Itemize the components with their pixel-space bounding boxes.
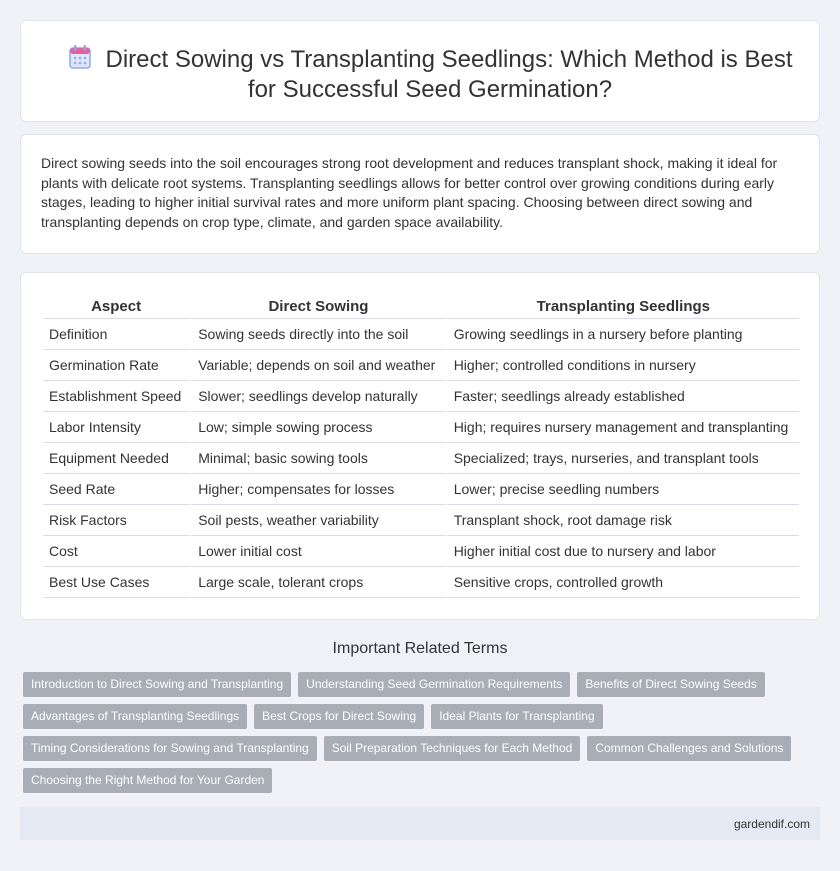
page-title	[61, 44, 799, 105]
table-cell-transplanting-seedlings: Growing seedlings in a nursery before planting	[445, 319, 799, 350]
table-cell-transplanting-seedlings: Higher; controlled conditions in nursery	[445, 350, 799, 381]
table-row	[43, 412, 799, 443]
footer-domain[interactable]: gardendif.com	[733, 817, 810, 831]
related-term-tag[interactable]: Best Crops for Direct Sowing	[254, 704, 424, 729]
page-title-text: Direct Sowing vs Transplanting Seedlings: Which Method is Best for Successful Seed Germination?	[105, 46, 793, 103]
calendar-icon	[68, 44, 92, 70]
table-cell-direct-sowing: Higher; compensates for losses	[189, 474, 444, 505]
table-row	[43, 536, 799, 567]
table-cell-aspect: Cost	[43, 536, 189, 567]
table-row	[43, 567, 799, 598]
table-cell-aspect: Best Use Cases	[43, 567, 189, 598]
table-cell-transplanting-seedlings: Sensitive crops, controlled growth	[445, 567, 799, 598]
table-cell-direct-sowing: Low; simple sowing process	[189, 412, 444, 443]
table-cell-aspect: Labor Intensity	[43, 412, 189, 443]
related-term-tag[interactable]: Ideal Plants for Transplanting	[431, 704, 602, 729]
related-term-tag[interactable]: Introduction to Direct Sowing and Transplanting	[23, 672, 291, 697]
table-cell-aspect: Germination Rate	[43, 350, 189, 381]
table-cell-direct-sowing: Slower; seedlings develop naturally	[189, 381, 444, 412]
table-cell-direct-sowing: Minimal; basic sowing tools	[189, 443, 444, 474]
table-row	[43, 443, 799, 474]
related-term-tag[interactable]: Advantages of Transplanting Seedlings	[23, 704, 247, 729]
table-cell-direct-sowing: Variable; depends on soil and weather	[189, 350, 444, 381]
column-header-aspect: Aspect	[43, 295, 189, 319]
related-term-tag[interactable]: Common Challenges and Solutions	[587, 736, 791, 761]
table-cell-aspect: Seed Rate	[43, 474, 189, 505]
header-card	[20, 20, 820, 122]
table-row	[43, 381, 799, 412]
intro-paragraph: Direct sowing seeds into the soil encourages strong root development and reduces transplant shock, making it ideal for plants with delicate root systems. Transplanting seedlings allows for better control over growing conditions during early stages, leading to higher initial survival rates and more uniform plant spacing. Choosing between direct sowing and transplanting depends on crop type, climate, and garden space availability.	[41, 155, 778, 230]
table-body	[43, 319, 799, 598]
column-header-transplanting-seedlings: Transplanting Seedlings	[445, 295, 799, 319]
table-cell-aspect: Equipment Needed	[43, 443, 189, 474]
table-cell-direct-sowing: Soil pests, weather variability	[189, 505, 444, 536]
table-cell-aspect: Definition	[43, 319, 189, 350]
table-row	[43, 350, 799, 381]
related-term-tag[interactable]: Soil Preparation Techniques for Each Method	[324, 736, 581, 761]
footer	[20, 807, 820, 840]
table-row	[43, 319, 799, 350]
table-cell-transplanting-seedlings: Higher initial cost due to nursery and labor	[445, 536, 799, 567]
table-cell-direct-sowing: Large scale, tolerant crops	[189, 567, 444, 598]
table-cell-transplanting-seedlings: High; requires nursery management and transplanting	[445, 412, 799, 443]
table-header-row	[43, 295, 799, 319]
table-cell-transplanting-seedlings: Faster; seedlings already established	[445, 381, 799, 412]
comparison-table-card	[20, 272, 820, 620]
related-term-tag[interactable]: Choosing the Right Method for Your Garden	[23, 768, 272, 793]
related-term-tag[interactable]: Understanding Seed Germination Requirements	[298, 672, 570, 697]
related-terms-title: Important Related Terms	[332, 640, 508, 657]
intro-card	[20, 134, 820, 254]
title-wrap	[61, 44, 799, 105]
related-term-tag[interactable]: Benefits of Direct Sowing Seeds	[577, 672, 764, 697]
table-cell-direct-sowing: Sowing seeds directly into the soil	[189, 319, 444, 350]
related-term-tag[interactable]: Timing Considerations for Sowing and Transplanting	[23, 736, 317, 761]
comparison-table	[43, 295, 799, 598]
related-terms-tags	[23, 672, 803, 793]
table-cell-aspect: Establishment Speed	[43, 381, 189, 412]
table-cell-transplanting-seedlings: Transplant shock, root damage risk	[445, 505, 799, 536]
column-header-direct-sowing: Direct Sowing	[189, 295, 444, 319]
table-cell-transplanting-seedlings: Specialized; trays, nurseries, and transplant tools	[445, 443, 799, 474]
table-row	[43, 505, 799, 536]
table-cell-aspect: Risk Factors	[43, 505, 189, 536]
table-row	[43, 474, 799, 505]
table-cell-transplanting-seedlings: Lower; precise seedling numbers	[445, 474, 799, 505]
table-cell-direct-sowing: Lower initial cost	[189, 536, 444, 567]
